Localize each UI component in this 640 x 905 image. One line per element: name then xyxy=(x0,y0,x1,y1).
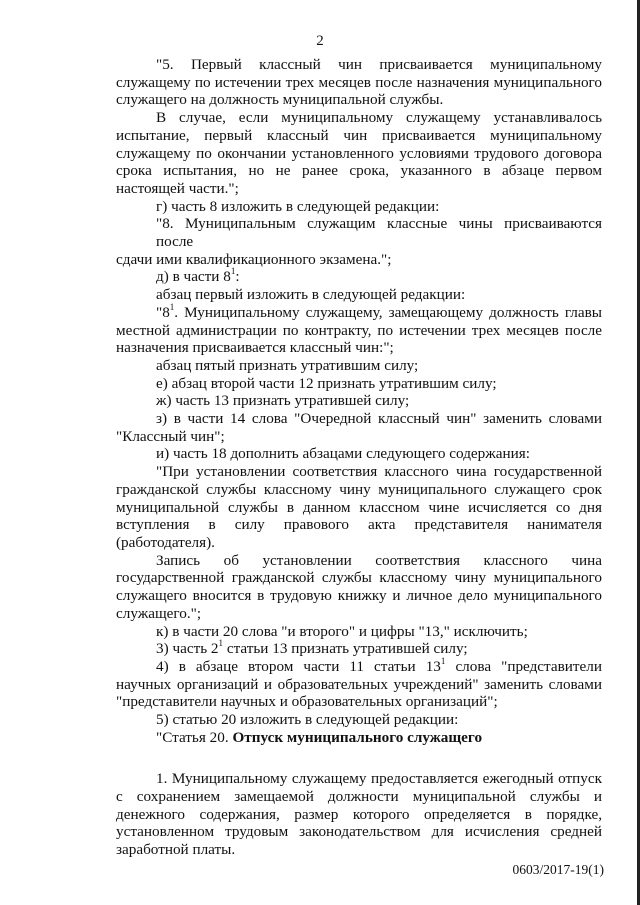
text-line: (работодателя). xyxy=(116,533,215,551)
text-line xyxy=(116,655,602,676)
text-line: сдачи ими квалификационного экзамена."; xyxy=(116,250,392,268)
page-number: 2 xyxy=(316,33,324,49)
paragraph-g xyxy=(116,198,602,216)
text-line: испытание, первый классный чин присваивается муниципальному xyxy=(116,126,602,144)
paragraph-k xyxy=(116,623,602,641)
superscript-text: 3) часть $2^1$ статьи 13 признать утратившей силу; xyxy=(156,638,468,658)
paragraph-8 xyxy=(116,215,602,268)
text-line: абзац пятый признать утратившим силу; xyxy=(156,356,419,374)
text-line: ж) часть 13 признать утратившей силу; xyxy=(156,392,410,410)
text-line: Запись об установлении соответствия классного чина xyxy=(156,551,602,569)
text-line: денежного содержания, размер которого определяется в порядке, xyxy=(116,805,602,823)
text-line: 5) статью 20 изложить в следующей редакции: xyxy=(156,711,459,729)
text-line: "Классный чин"; xyxy=(116,427,225,445)
paragraph-z xyxy=(116,410,602,445)
paragraph-e xyxy=(116,375,602,393)
text-line: служащего вносится в трудовую книжку и личное дело муниципального xyxy=(116,587,602,605)
superscript: 1 xyxy=(440,655,446,666)
paragraph-record xyxy=(116,552,602,623)
text-line: настоящей части."; xyxy=(116,179,239,197)
paragraph-rank-correspondence xyxy=(116,463,602,552)
text-line: государственной гражданской службы классному чину муниципального xyxy=(116,569,602,587)
text-line: заработной платы. xyxy=(116,840,236,858)
paragraph-4 xyxy=(116,655,602,711)
text-line: гражданской службы классному чину муниципального служащего срок xyxy=(116,480,602,498)
text-line: к) в части 20 слова "и второго" и цифры "13," исключить; xyxy=(156,622,528,640)
text-line: "5. Первый классный чин присваивается муниципальному xyxy=(156,56,602,73)
text-line: з) в части 14 слова "Очередной классный чин" заменить словами xyxy=(156,410,602,428)
text-line: "8. Муниципальным служащим классные чины присваиваются после xyxy=(156,215,602,251)
paragraph-i xyxy=(116,445,602,463)
text-line: "При установлении соответствия классного чина государственной xyxy=(156,463,602,481)
paragraph-probation xyxy=(116,109,602,198)
paragraph-abzac-first xyxy=(116,286,602,304)
text-line: с сохранением замещаемой должности муниципальной службы и xyxy=(116,787,602,805)
superscript: 1 xyxy=(230,266,236,277)
text-line: служащего на должность муниципальной службы. xyxy=(116,91,444,109)
document-number: 0603/2017-19(1) xyxy=(512,862,604,877)
text-line xyxy=(116,729,602,747)
bold-text: Отпуск муниципального служащего xyxy=(232,728,483,746)
superscript-text: 4) в абзаце втором части 11 статьи $13^1$ слова "представители xyxy=(156,655,602,675)
superscript-text: "$8^1$. Муниципальному служащему, замещающему должность главы xyxy=(156,301,602,321)
text-line: вступления в силу правового акта представителя нанимателя xyxy=(116,516,602,534)
text-line: срока испытания, но не ранее срока, указанного в абзаце первом xyxy=(116,162,602,180)
superscript: 1 xyxy=(218,638,224,649)
text-line xyxy=(116,268,602,286)
text-line: служащему по истечении трех месяцев после назначения муниципального xyxy=(116,73,602,91)
paragraph-5-first-class-rank xyxy=(116,56,602,109)
paragraph-d xyxy=(116,268,602,286)
text-line: абзац первый изложить в следующей редакции: xyxy=(156,286,466,304)
paragraph-3 xyxy=(116,640,602,658)
paragraph-article-20-part-1 xyxy=(116,770,602,859)
text-line: научных организаций и образовательных учреждений" заменить словами xyxy=(116,675,602,693)
text-line: е) абзац второй части 12 признать утратившим силу; xyxy=(156,374,497,392)
text-line: местной администрации по контракту, по истечении трех месяцев после xyxy=(116,321,602,339)
text-line: г) часть 8 изложить в следующей редакции: xyxy=(156,197,440,215)
text-line xyxy=(116,301,602,322)
text-line xyxy=(116,640,602,658)
text-line: назначения присваивается классный чин:"; xyxy=(116,339,394,357)
blank-line xyxy=(116,746,602,764)
text-line: "представители научных и образовательных организаций"; xyxy=(116,693,498,711)
document-body xyxy=(116,56,602,859)
bold-heading-text: "Статья 20. Отпуск муниципального служащего xyxy=(156,728,483,746)
text-line: 1. Муниципальному служащему предоставляется ежегодный отпуск xyxy=(156,770,602,788)
article-20-heading xyxy=(116,729,602,747)
paragraph-5 xyxy=(116,711,602,729)
text-line: В случае, если муниципальному служащему устанавливалось xyxy=(156,109,602,127)
paragraph-zh xyxy=(116,392,602,410)
text-line: установленном трудовым законодательством для исчисления средней xyxy=(116,823,602,841)
text-line: и) часть 18 дополнить абзацами следующего содержания: xyxy=(156,445,530,463)
paragraph-8-1 xyxy=(116,301,602,357)
text-line: муниципальной службы в данном классном чине исчисляется со дня xyxy=(116,498,602,516)
text-line: служащему по окончании установленного условиями трудового договора xyxy=(116,144,602,162)
superscript: 1 xyxy=(169,301,175,312)
text-line: служащего."; xyxy=(116,604,202,622)
superscript-text: д) в части $8^1$: xyxy=(156,266,240,286)
paragraph-abzac-fifth xyxy=(116,357,602,375)
